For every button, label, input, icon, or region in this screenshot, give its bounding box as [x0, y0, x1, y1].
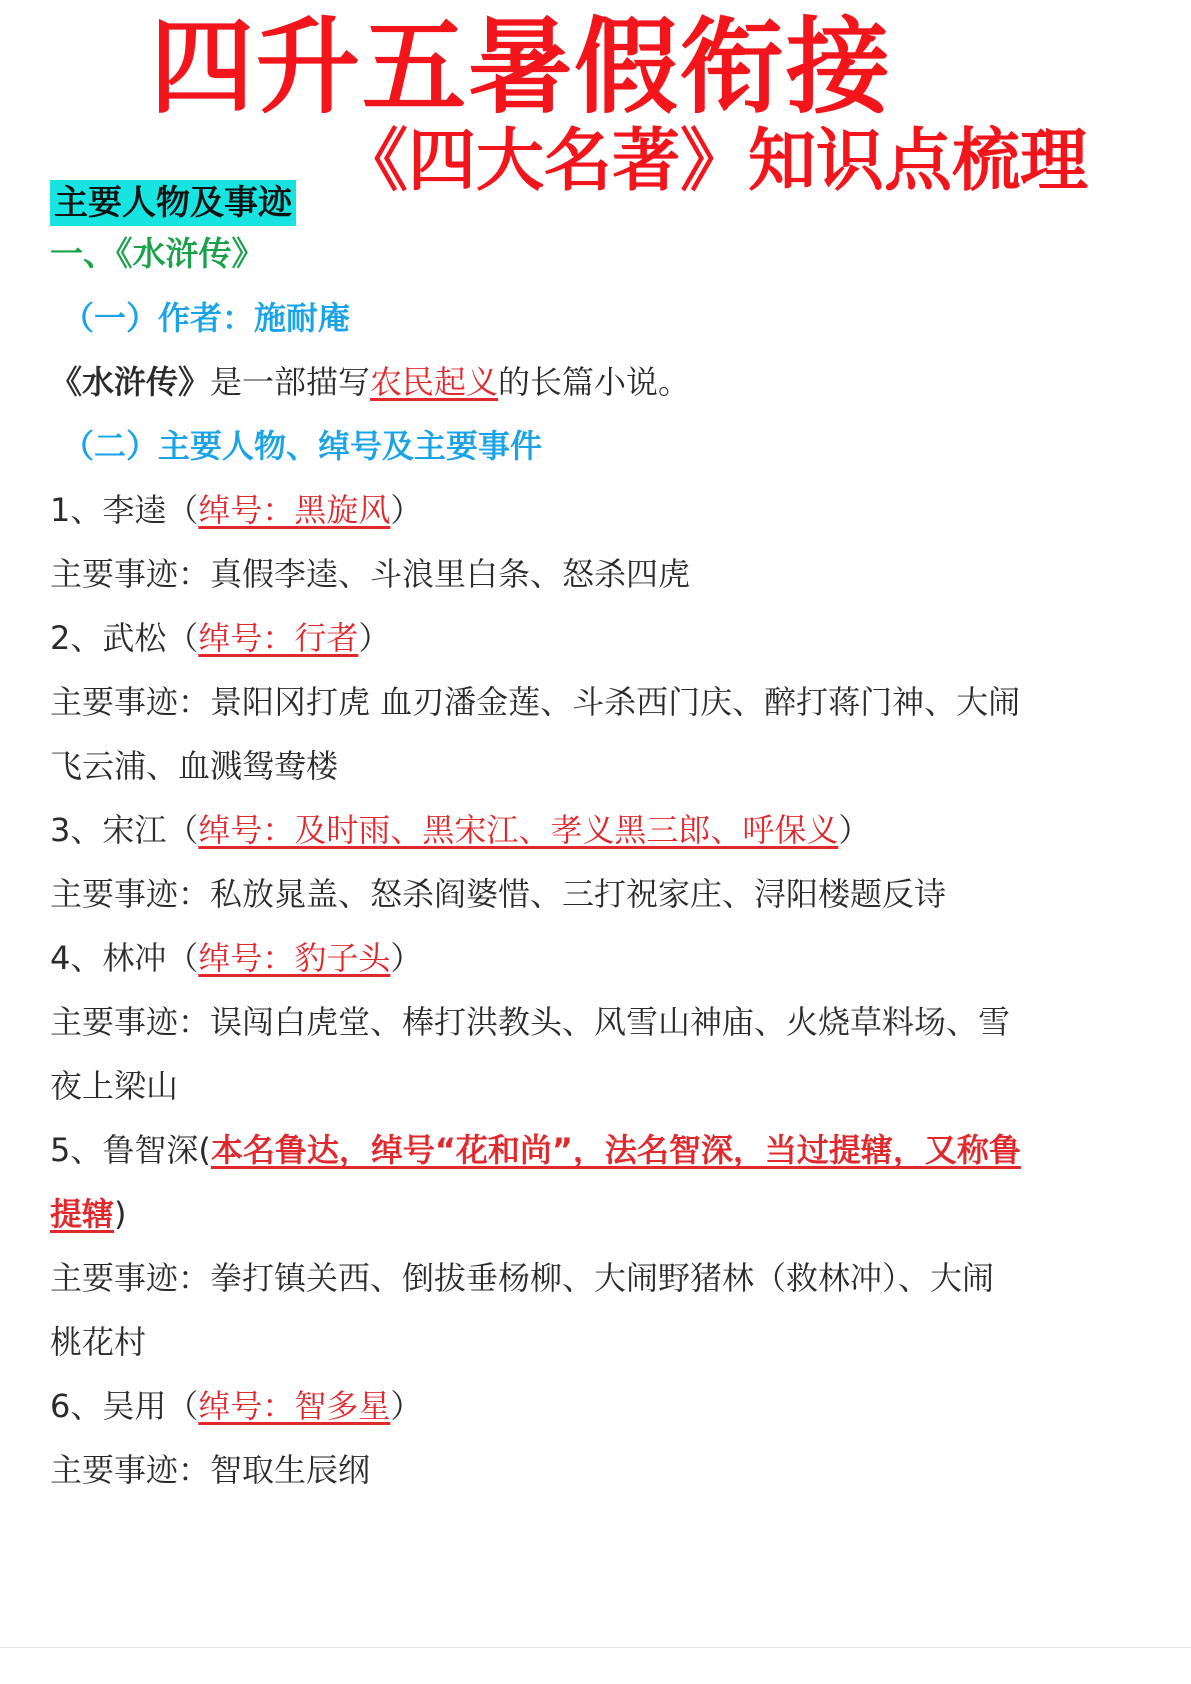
character-deeds: 主要事迹：智取生辰纲 — [50, 1451, 371, 1489]
section-label: 主要人物及事迹 — [50, 180, 296, 226]
character-nickname: 绰号：豹子头 — [198, 939, 391, 977]
character-nickname: 绰号：智多星 — [198, 1387, 391, 1425]
character-close: ） — [390, 491, 423, 529]
character-name: 1、李逵（ — [50, 491, 199, 529]
character-deeds-cont: 飞云浦、血溅鸳鸯楼 — [50, 747, 339, 785]
desc-highlight: 农民起义 — [370, 363, 499, 401]
character-deeds: 主要事迹：私放晁盖、怒杀阎婆惜、三打祝家庄、浔阳楼题反诗 — [50, 875, 947, 913]
character-name-line — [50, 488, 422, 532]
character-name: 5、鲁智深( — [50, 1131, 211, 1169]
character-deeds: 主要事迹：误闯白虎堂、棒打洪教头、风雪山神庙、火烧草料场、雪 — [50, 1003, 1011, 1041]
character-deeds: 主要事迹：真假李逵、斗浪里白条、怒杀四虎 — [50, 555, 691, 593]
character-deeds-cont: 夜上梁山 — [50, 1067, 179, 1105]
character-name: 2、武松（ — [50, 619, 199, 657]
page-title: 四升五暑假衔接 — [150, 6, 893, 128]
desc-mid-text: 是一部描写 — [210, 363, 371, 401]
character-nickname: 本名鲁达，绰号“花和尚”，法名智深，当过提辖，又称鲁 — [210, 1131, 1021, 1169]
character-name-line — [50, 1384, 422, 1428]
book-heading: 一、《水浒传》 — [50, 234, 265, 273]
book-title-text: 《水浒传》 — [50, 363, 211, 401]
author-line: （一）作者：施耐庵 — [62, 299, 351, 337]
character-name: 3、宋江（ — [50, 811, 199, 849]
book-description — [50, 360, 690, 404]
character-name: 4、林冲（ — [50, 939, 199, 977]
character-nickname: 绰号：黑旋风 — [198, 491, 391, 529]
character-name-line — [50, 936, 422, 980]
character-deeds: 主要事迹：景阳冈打虎 血刃潘金莲、斗杀西门庆、醉打蒋门神、大闹 — [50, 683, 1021, 721]
character-close: ） — [838, 811, 871, 849]
character-name-line — [50, 1128, 1021, 1172]
character-nickname-cont-line — [50, 1192, 127, 1236]
character-nickname-cont: 提辖 — [50, 1195, 115, 1233]
desc-suffix-text: 的长篇小说。 — [498, 363, 691, 401]
character-name: 6、吴用（ — [50, 1387, 199, 1425]
character-deeds-cont: 桃花村 — [50, 1323, 147, 1361]
character-close: ) — [114, 1195, 127, 1233]
character-deeds: 主要事迹：拳打镇关西、倒拔垂杨柳、大闹野猪林（救林冲）、大闹 — [50, 1259, 995, 1297]
character-nickname: 绰号：及时雨、黑宋江、孝义黑三郎、呼保义 — [198, 811, 839, 849]
character-close: ） — [358, 619, 391, 657]
characters-heading: （二）主要人物、绰号及主要事件 — [62, 427, 543, 465]
character-close: ） — [390, 1387, 423, 1425]
character-nickname: 绰号：行者 — [198, 619, 359, 657]
character-close: ） — [390, 939, 423, 977]
character-name-line — [50, 616, 390, 660]
bottom-divider — [0, 1647, 1191, 1648]
page-subtitle: 《四大名著》知识点梳理 — [340, 122, 1089, 201]
character-name-line — [50, 808, 870, 852]
